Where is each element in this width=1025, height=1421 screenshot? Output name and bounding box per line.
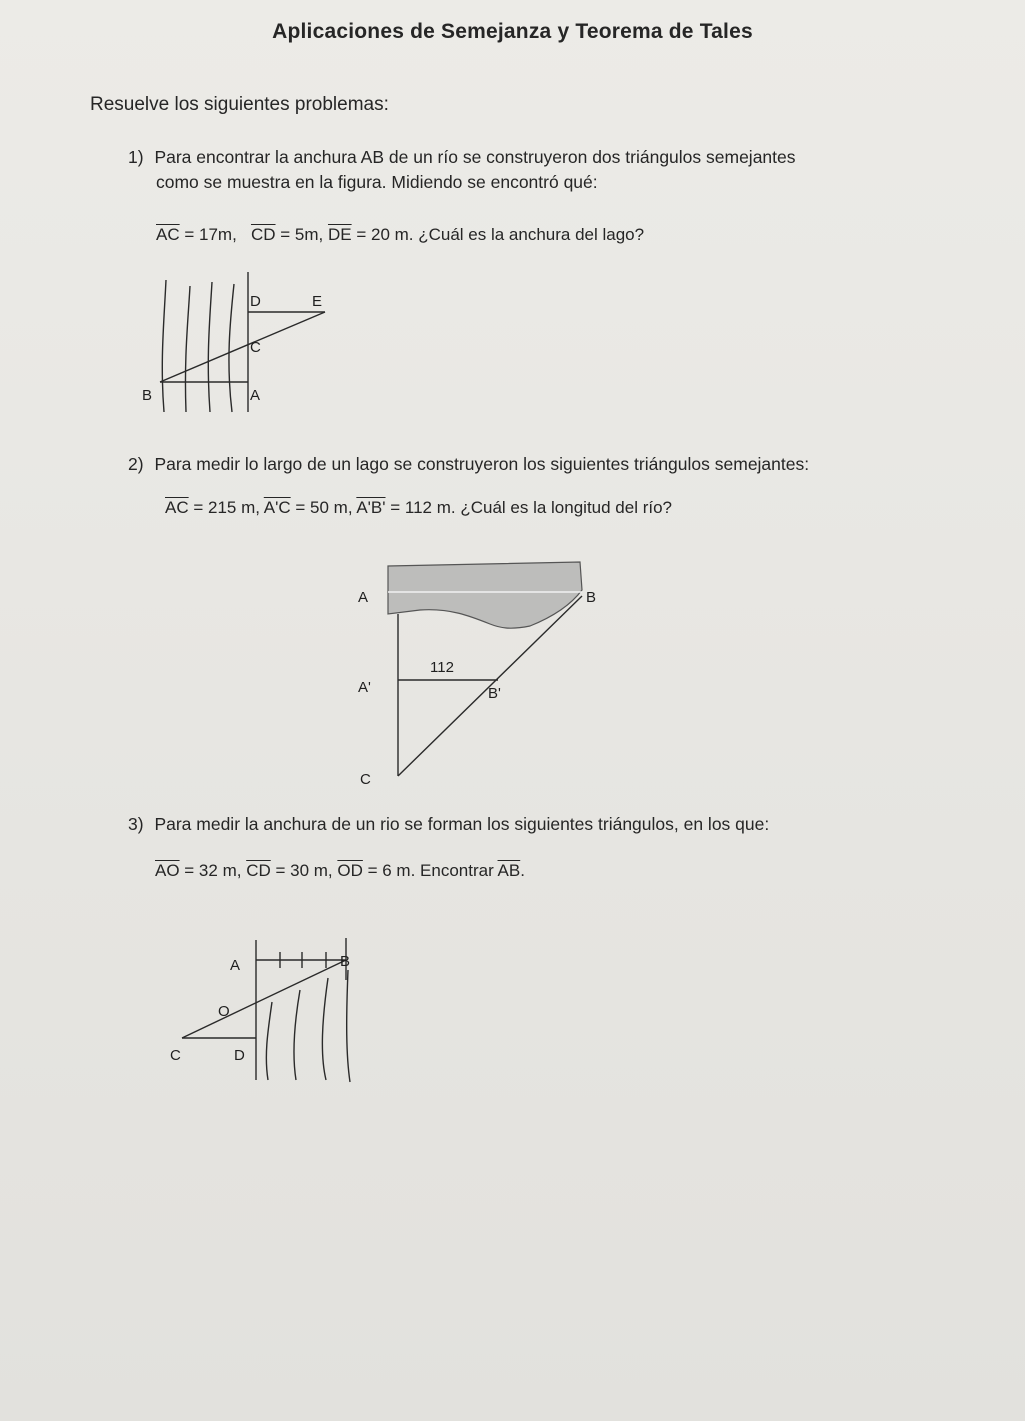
problem-3-text-1: Para medir la anchura de un rio se forman los siguientes triángulos, en los que: [154, 814, 770, 834]
problem-3-line-1 [128, 813, 769, 836]
label-a: A [358, 589, 369, 606]
problem-3-figure [160, 930, 370, 1090]
problem-2-text-1: Para medir lo largo de un lago se construyeron los siguientes triángulos semejantes: [154, 454, 810, 474]
problem-2-figure [340, 556, 620, 796]
river-line [347, 970, 350, 1082]
river-line [208, 282, 212, 412]
label-b: B [340, 953, 351, 970]
problem-1-figure [130, 262, 350, 422]
problem-1-equation [156, 225, 644, 245]
page-title: Aplicaciones de Semejanza y Teorema de Tales [272, 20, 753, 43]
label-a: A [250, 387, 261, 404]
segment-be-line [160, 312, 325, 382]
segment-apbp: A'B' [356, 498, 386, 517]
segment-od: $\overline{OD}$ [337, 861, 363, 880]
river-line [266, 1002, 272, 1080]
problem-1-text-2: como se muestra en la figura. Midiendo se encontró qué: [156, 172, 598, 192]
label-b: B [586, 589, 597, 606]
label-c: C [250, 339, 261, 356]
segment-cd-value: = 30 m, [270, 861, 333, 880]
label-b-prime: B' [488, 685, 501, 702]
river-line [322, 978, 328, 1080]
instructions: Resuelve los siguientes problemas: [90, 94, 389, 115]
problem-2-line-1 [128, 453, 809, 476]
lake-shape [388, 562, 582, 628]
segment-ao-value: = 32 m, [179, 861, 242, 880]
segment-ab: $\overline{AB}$ [497, 861, 521, 880]
segment-de-value: = 20 m. [351, 225, 414, 244]
label-c: C [360, 771, 371, 788]
segment-ac: $\overline{AC}$ [165, 498, 189, 517]
river-line [185, 286, 190, 412]
label-d: D [234, 1047, 245, 1064]
segment-ac-value: = 17m, [179, 225, 237, 244]
label-a-prime: A' [358, 679, 371, 696]
label-e: E [312, 293, 323, 310]
problem-3-number: 3) [128, 814, 144, 834]
segment-ac-value: = 215 m, [188, 498, 260, 517]
label-a: A [230, 957, 241, 974]
problem-2-question: ¿Cuál es la longitud del río? [455, 498, 673, 517]
river-line [229, 284, 234, 412]
problem-1-question: ¿Cuál es la anchura del lago? [413, 225, 645, 244]
label-o: O [218, 1003, 230, 1020]
river-line [162, 280, 166, 412]
problem-2-number: 2) [128, 454, 144, 474]
problem-3-end: . [520, 861, 525, 880]
label-b: B [142, 387, 153, 404]
segment-ao: $\overline{AO}$ [155, 861, 180, 880]
segment-cd: $\overline{CD}$ [250, 225, 276, 244]
segment-apc-value: = 50 m, [290, 498, 353, 517]
problem-1-number: 1) [128, 147, 144, 167]
segment-cb-line [182, 960, 346, 1038]
segment-cd-value: = 5m, [275, 225, 324, 244]
problem-3-equation [155, 861, 525, 881]
segment-ac: $\overline{AC}$ [156, 225, 180, 244]
segment-apbp-value: = 112 m. [385, 498, 456, 517]
problem-2-equation [165, 498, 672, 518]
river-line [294, 990, 300, 1080]
segment-od-value: = 6 m. [362, 861, 416, 880]
segment-de: $\overline{DE}$ [327, 225, 352, 244]
label-d: D [250, 293, 261, 310]
segment-cd: $\overline{CD}$ [246, 861, 271, 880]
problem-1-text-1: Para encontrar la anchura AB de un río se construyeron dos triángulos semejantes [154, 147, 796, 167]
problem-3-find: Encontrar [415, 861, 498, 880]
label-c: C [170, 1047, 181, 1064]
segment-apc: A'C [263, 498, 291, 517]
label-measure: 112 [430, 659, 454, 676]
problem-1-line-1 [128, 146, 796, 169]
